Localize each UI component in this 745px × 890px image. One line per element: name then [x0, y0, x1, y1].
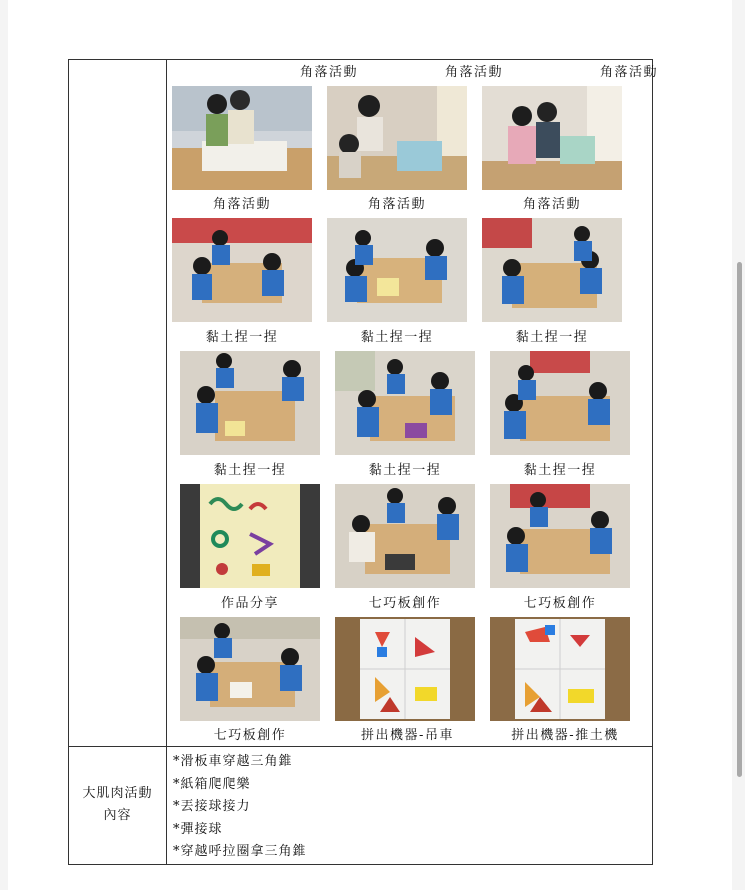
- photo-caption: 作品分享: [220, 596, 279, 611]
- list-item: *彈接球: [173, 821, 223, 837]
- activity-table: [68, 59, 658, 865]
- gross-motor-label: 大肌肉活動: [82, 786, 153, 802]
- photo-row: [69, 60, 653, 747]
- list-item: *穿越呼拉圈拿三角錐: [173, 844, 307, 859]
- classroom-photo: [335, 351, 475, 455]
- gross-motor-label-sub: 內容: [103, 808, 132, 824]
- gross-motor-list: [167, 747, 653, 865]
- photo-caption: 七巧板創作: [368, 596, 442, 611]
- vertical-scrollbar[interactable]: [737, 262, 742, 777]
- photo-caption: 黏土捏一捏: [205, 330, 279, 345]
- list-item: *丟接球接力: [173, 799, 251, 814]
- photo-caption: 角落活動: [444, 65, 503, 80]
- classroom-photo: [482, 86, 622, 190]
- photo-caption: 黏土捏一捏: [360, 330, 434, 345]
- photo-caption: 角落活動: [599, 65, 658, 80]
- artwork-photo: [180, 484, 320, 588]
- photo-caption: 黏土捏一捏: [523, 463, 597, 478]
- classroom-photo: [490, 351, 630, 455]
- classroom-photo: [172, 218, 312, 322]
- gross-motor-row: [69, 747, 653, 865]
- photo-caption: 黏土捏一捏: [368, 463, 442, 478]
- photo-caption: 七巧板創作: [523, 596, 597, 611]
- photo-caption: 角落活動: [212, 197, 271, 212]
- photo-caption: 黏土捏一捏: [515, 330, 589, 345]
- empty-label-cell: [69, 60, 167, 747]
- photo-caption: 拼出機器-吊車: [361, 728, 454, 743]
- classroom-photo: [482, 218, 622, 322]
- photo-caption: 拼出機器-推土機: [511, 728, 619, 743]
- photo-caption: 角落活動: [367, 197, 426, 212]
- list-item: *紙箱爬爬樂: [173, 776, 251, 792]
- classroom-photo: [335, 484, 475, 588]
- classroom-photo: [327, 86, 467, 190]
- photo-caption: 黏土捏一捏: [213, 463, 287, 478]
- classroom-photo: [180, 351, 320, 455]
- photo-caption: 七巧板創作: [213, 728, 287, 743]
- classroom-photo: [327, 218, 467, 322]
- photo-grid-cell: [167, 60, 658, 747]
- gross-motor-label-cell: [69, 747, 167, 865]
- list-item: *滑板車穿越三角錐: [173, 754, 293, 769]
- classroom-photo: [490, 484, 630, 588]
- tangram-photo: [335, 617, 475, 721]
- classroom-photo: [180, 617, 320, 721]
- photo-grid: [167, 60, 658, 746]
- photo-caption: 角落活動: [299, 65, 358, 80]
- classroom-photo: [172, 86, 312, 190]
- tangram-photo: [490, 617, 630, 721]
- photo-caption: 角落活動: [522, 197, 581, 212]
- document-page: [8, 0, 732, 890]
